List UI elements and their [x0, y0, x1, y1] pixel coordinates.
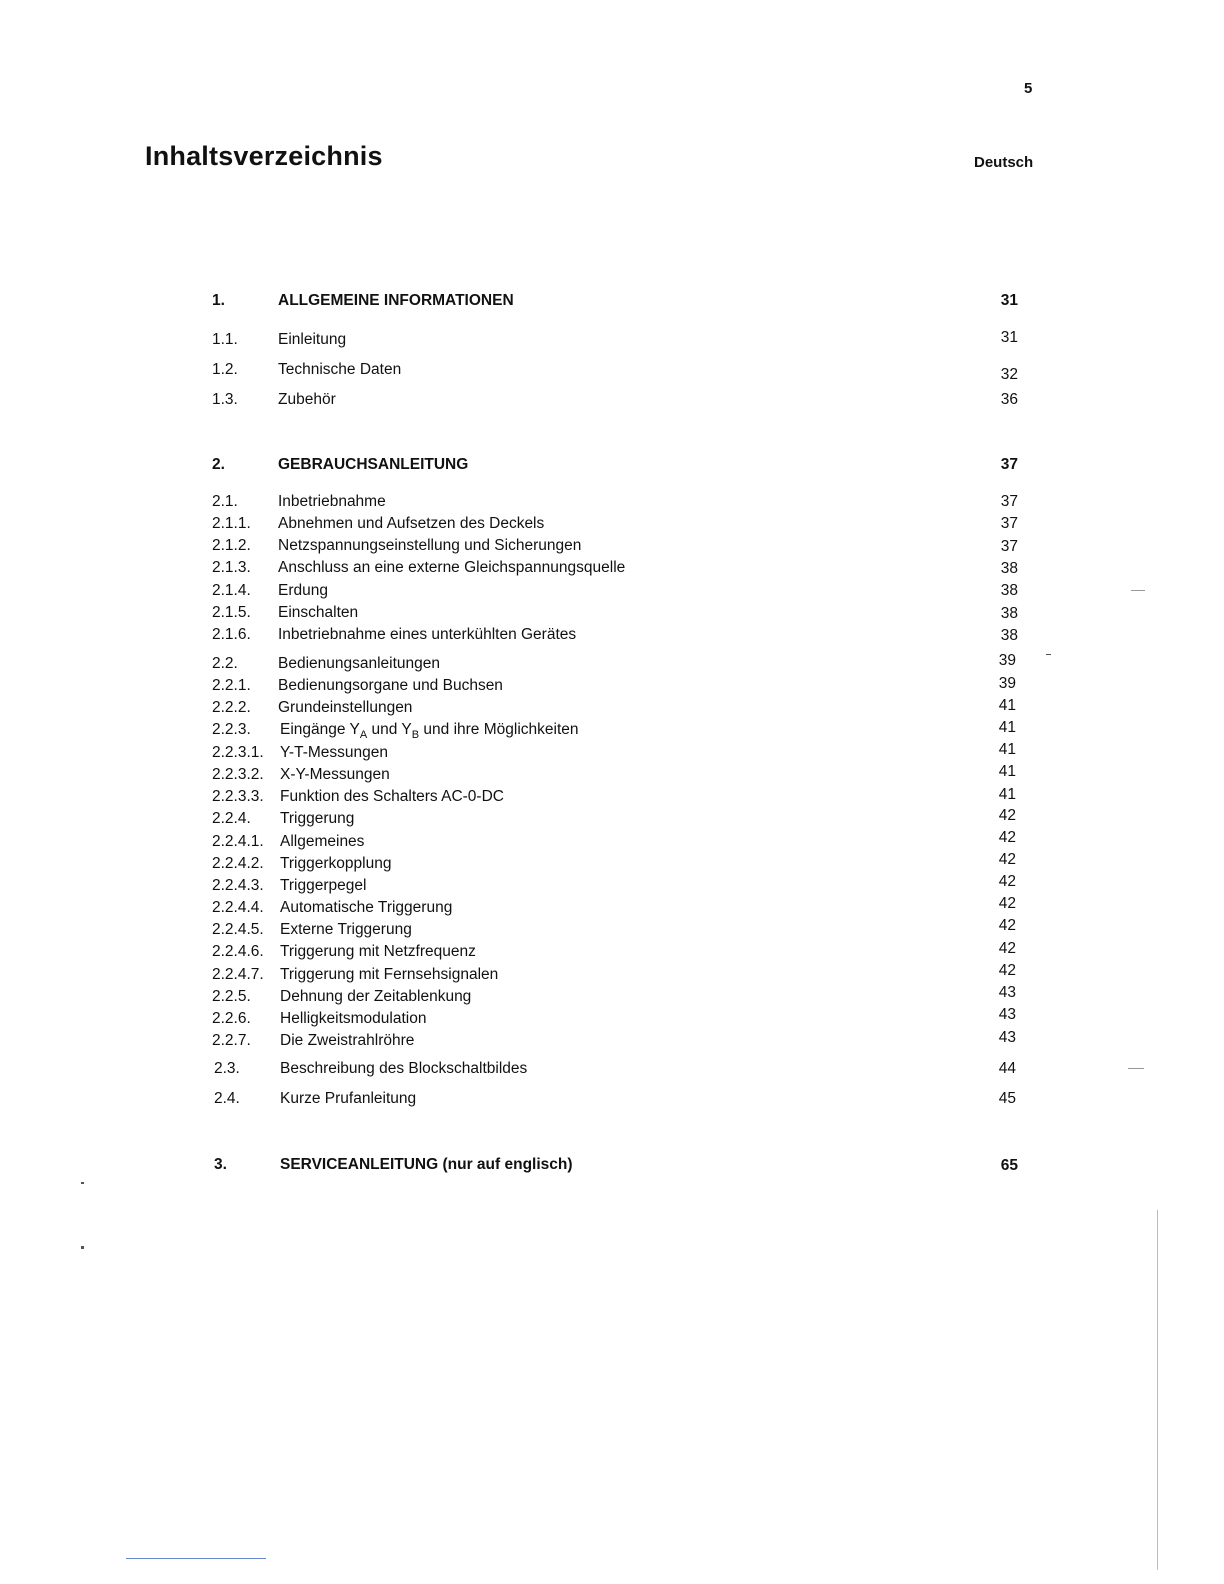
- toc-title: Einleitung: [278, 331, 347, 348]
- toc-page-number: 41: [998, 786, 1016, 803]
- toc-page-number: 32: [1000, 366, 1018, 383]
- toc-title: Triggerung: [280, 810, 355, 827]
- toc-number: 1.: [212, 292, 225, 309]
- toc-page-number: 38: [1000, 560, 1018, 577]
- footer-rule: [126, 1558, 266, 1559]
- toc-number: 3.: [214, 1156, 227, 1173]
- toc-page-number: 42: [998, 829, 1016, 846]
- toc-number: 2.1.3.: [212, 559, 251, 576]
- toc-page-number: 65: [1000, 1157, 1018, 1174]
- subscript: A: [359, 729, 368, 741]
- scan-speck: [81, 1182, 84, 1184]
- toc-title: X-Y-Messungen: [280, 766, 390, 783]
- toc-page-number: 39: [998, 675, 1016, 692]
- toc-title: SERVICEANLEITUNG (nur auf englisch): [280, 1156, 573, 1173]
- toc-number: 2.: [212, 456, 225, 473]
- scan-speck: [81, 1246, 84, 1249]
- toc-title: Triggerung mit Netzfrequenz: [280, 943, 476, 960]
- toc-number: 2.2.3.: [212, 721, 251, 738]
- toc-number: 2.1.5.: [212, 604, 251, 621]
- toc-page-number: 42: [998, 940, 1016, 957]
- subscript: B: [411, 729, 420, 741]
- toc-title: Beschreibung des Blockschaltbildes: [280, 1060, 528, 1077]
- toc-number: 2.1.4.: [212, 582, 251, 599]
- toc-number: 2.2.4.7.: [212, 966, 264, 983]
- toc-title: Anschluss an eine externe Gleichspannungsquelle: [278, 559, 626, 576]
- toc-title: Kurze Prufanleitung: [280, 1090, 417, 1107]
- language-label: Deutsch: [974, 154, 1034, 171]
- toc-number: 2.1.2.: [212, 537, 251, 554]
- toc-number: 2.3.: [214, 1060, 240, 1077]
- toc-number: 2.2.4.1.: [212, 833, 264, 850]
- toc-title: Bedienungsorgane und Buchsen: [278, 677, 503, 694]
- toc-title: GEBRAUCHSANLEITUNG: [278, 456, 469, 473]
- toc-page-number: 31: [1000, 329, 1018, 346]
- toc-number: 2.2.4.2.: [212, 855, 264, 872]
- toc-title: Abnehmen und Aufsetzen des Deckels: [278, 515, 545, 532]
- toc-number: 2.2.3.3.: [212, 788, 264, 805]
- toc-number: 2.1.: [212, 493, 238, 510]
- toc-title-part: und ihre Möglichkeiten: [419, 721, 579, 738]
- toc-page-number: 38: [1000, 582, 1018, 599]
- toc-page-number: 37: [1000, 538, 1018, 555]
- toc-page-number: 36: [1000, 391, 1018, 408]
- toc-page-number: 43: [998, 984, 1016, 1001]
- toc-title: Die Zweistrahlröhre: [280, 1032, 415, 1049]
- toc-number: 2.1.1.: [212, 515, 251, 532]
- toc-page-number: 42: [998, 917, 1016, 934]
- toc-title-part: Eingänge Y: [280, 721, 360, 738]
- toc-title: Inbetriebnahme eines unterkühlten Gerätes: [278, 626, 577, 643]
- toc-number: 1.2.: [212, 361, 238, 378]
- toc-number: 2.1.6.: [212, 626, 251, 643]
- page-number: 5: [1024, 80, 1033, 97]
- toc-number: 2.2.4.: [212, 810, 251, 827]
- toc-page-number: 42: [998, 807, 1016, 824]
- toc-title: Inbetriebnahme: [278, 493, 386, 510]
- toc-title: Funktion des Schalters AC-0-DC: [280, 788, 504, 805]
- toc-title: Bedienungsanleitungen: [278, 655, 441, 672]
- toc-title: Triggerkopplung: [280, 855, 392, 872]
- toc-title: Triggerpegel: [280, 877, 367, 894]
- scan-mark: [1128, 1068, 1144, 1069]
- toc-title: Automatische Triggerung: [280, 899, 453, 916]
- toc-page-number: 41: [998, 763, 1016, 780]
- toc-page-number: 37: [1000, 456, 1018, 473]
- page-title: Inhaltsverzeichnis: [145, 141, 383, 171]
- toc-page-number: 43: [998, 1006, 1016, 1023]
- toc-page-number: 41: [998, 741, 1016, 758]
- toc-page-number: 38: [1000, 605, 1018, 622]
- toc-number: 2.2.4.4.: [212, 899, 264, 916]
- toc-page-number: 44: [998, 1060, 1016, 1077]
- toc-number: 2.2.2.: [212, 699, 251, 716]
- toc-number: 2.4.: [214, 1090, 240, 1107]
- toc-title: Triggerung mit Fernsehsignalen: [280, 966, 499, 983]
- toc-page-number: 37: [1000, 515, 1018, 532]
- toc-title: Y-T-Messungen: [280, 744, 388, 761]
- toc-page-number: 38: [1000, 627, 1018, 644]
- toc-page-number: 43: [998, 1029, 1016, 1046]
- toc-page-number: 31: [1000, 292, 1018, 309]
- toc-page-number: 37: [1000, 493, 1018, 510]
- toc-page-number: 41: [998, 697, 1016, 714]
- scan-mark: [1131, 590, 1145, 591]
- toc-title: Erdung: [278, 582, 328, 599]
- toc-title: Externe Triggerung: [280, 921, 412, 938]
- toc-number: 2.2.4.3.: [212, 877, 264, 894]
- toc-page-number: 42: [998, 895, 1016, 912]
- toc-title: Technische Daten: [278, 361, 402, 378]
- toc-number: 2.2.6.: [212, 1010, 251, 1027]
- toc-number: 1.1.: [212, 331, 238, 348]
- toc-title: Zubehör: [278, 391, 336, 408]
- toc-number: 2.2.3.1.: [212, 744, 264, 761]
- toc-page-number: 42: [998, 851, 1016, 868]
- toc-title-part: und Y: [367, 721, 412, 738]
- toc-number: 2.2.7.: [212, 1032, 251, 1049]
- toc-title: Grundeinstellungen: [278, 699, 413, 716]
- toc-title: Allgemeines: [280, 833, 365, 850]
- toc-page-number: 45: [998, 1090, 1016, 1107]
- scan-speck: [1046, 654, 1051, 655]
- toc-number: 2.2.4.5.: [212, 921, 264, 938]
- toc-title: Netzspannungseinstellung und Sicherungen: [278, 537, 582, 554]
- toc-title: Dehnung der Zeitablenkung: [280, 988, 472, 1005]
- toc-title: Einschalten: [278, 604, 359, 621]
- toc-page-number: 39: [998, 652, 1016, 669]
- toc-number: 2.2.: [212, 655, 238, 672]
- toc-title: Helligkeitsmodulation: [280, 1010, 427, 1027]
- toc-number: 1.3.: [212, 391, 238, 408]
- toc-title: [280, 721, 579, 739]
- scan-edge-line: [1157, 1210, 1158, 1570]
- toc-number: 2.2.5.: [212, 988, 251, 1005]
- toc-page-number: 42: [998, 962, 1016, 979]
- toc-page-number: 42: [998, 873, 1016, 890]
- toc-title: ALLGEMEINE INFORMATIONEN: [278, 292, 514, 309]
- toc-number: 2.2.3.2.: [212, 766, 264, 783]
- toc-page-number: 41: [998, 719, 1016, 736]
- toc-number: 2.2.4.6.: [212, 943, 264, 960]
- toc-number: 2.2.1.: [212, 677, 251, 694]
